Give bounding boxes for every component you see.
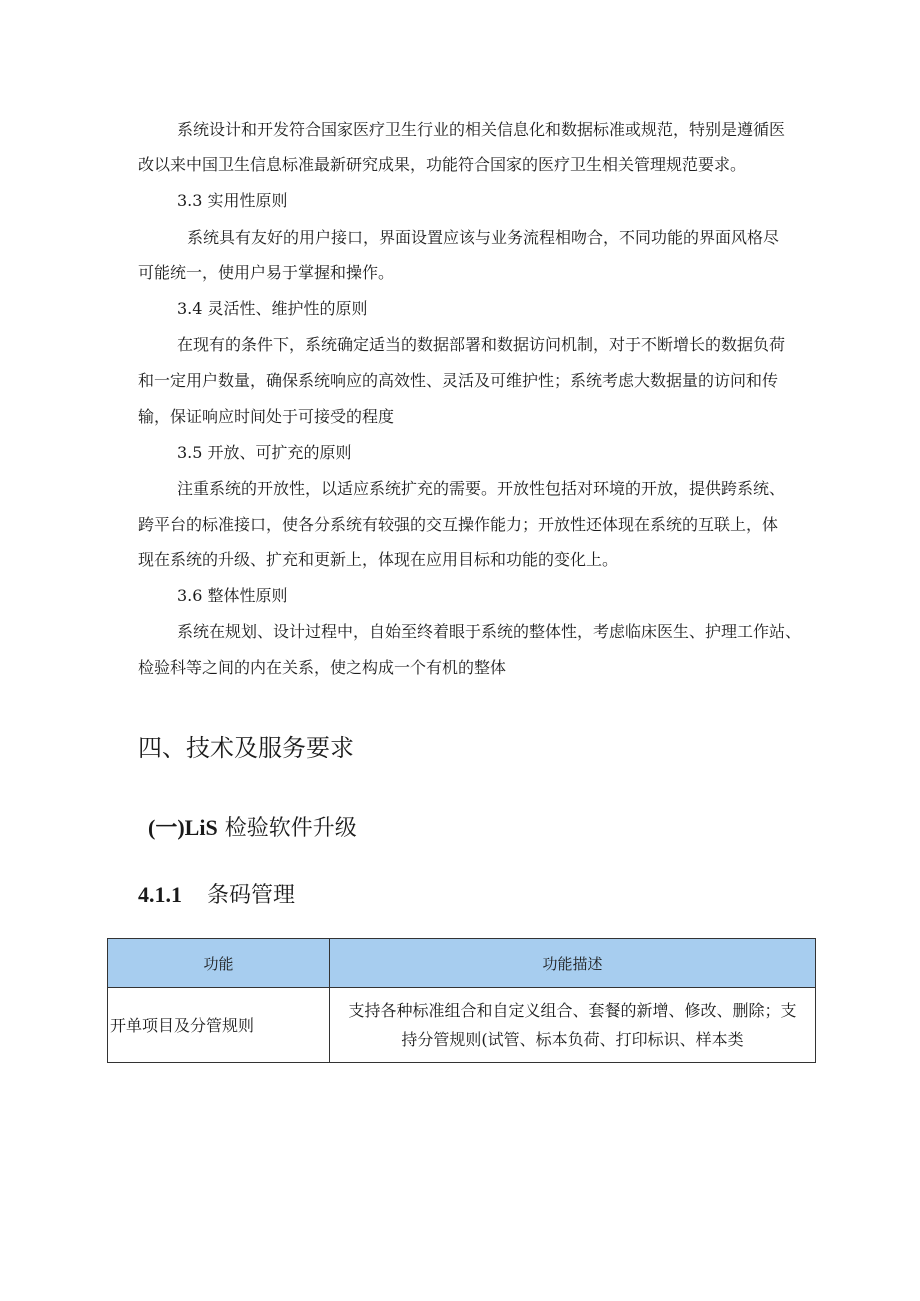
feature-table: [107, 938, 816, 1063]
heading-number: 4.1.1: [138, 882, 182, 907]
description-line: 支持各种标准组合和自定义组合、套餐的新增、修改、删除；支: [348, 1001, 797, 1020]
subsection-prefix: (一)LiS: [148, 815, 218, 840]
clause-heading: 3.3 实用性原则: [177, 191, 288, 210]
paragraph-line: 跨平台的标准接口，使各分系统有较强的交互操作能力；开放性还体现在系统的互联上，体: [138, 515, 779, 534]
paragraph-line: 和一定用户数量，确保系统响应的高效性、灵活及可维护性；系统考虑大数据量的访问和传: [138, 371, 779, 390]
subsection-heading: [148, 814, 357, 843]
paragraph-line: 系统设计和开发符合国家医疗卫生行业的相关信息化和数据标准或规范，特别是遵循医: [177, 120, 786, 139]
clause-heading: 3.5 开放、可扩充的原则: [177, 443, 352, 462]
subsection-title: 检验软件升级: [224, 816, 357, 841]
table-row: [108, 988, 816, 1063]
heading-title: 条码管理: [207, 883, 296, 908]
paragraph-line: 输，保证响应时间处于可接受的程度: [138, 407, 395, 426]
paragraph-line: 现在系统的升级、扩充和更新上，体现在应用目标和功能的变化上。: [138, 550, 619, 569]
paragraph-line: 可能统一，使用户易于掌握和操作。: [138, 263, 395, 282]
section-heading: 四、技术及服务要求: [138, 734, 354, 762]
description-line: 持分管规则(试管、标本负荷、打印标识、样本类: [401, 1030, 744, 1049]
clause-heading: 3.6 整体性原则: [177, 586, 288, 605]
paragraph-line: 注重系统的开放性，以适应系统扩充的需要。开放性包括对环境的开放，提供跨系统、: [177, 479, 786, 498]
paragraph-line: 系统具有友好的用户接口，界面设置应该与业务流程相吻合，不同功能的界面风格尽: [187, 228, 780, 247]
paragraph-line: 在现有的条件下，系统确定适当的数据部署和数据访问机制，对于不断增长的数据负荷: [177, 335, 786, 354]
paragraph-line: 系统在规划、设计过程中，自始至终着眼于系统的整体性，考虑临床医生、护理工作站、: [177, 622, 802, 641]
header-description: 功能描述: [330, 939, 816, 988]
header-function: 功能: [108, 939, 330, 988]
cell-function: 开单项目及分管规则: [108, 988, 330, 1063]
numbered-heading: [138, 880, 295, 911]
clause-heading: 3.4 灵活性、维护性的原则: [177, 299, 368, 318]
paragraph-line: 检验科等之间的内在关系，使之构成一个有机的整体: [138, 658, 507, 677]
cell-description: [330, 988, 816, 1063]
paragraph-line: 改以来中国卫生信息标准最新研究成果，功能符合国家的医疗卫生相关管理规范要求。: [138, 155, 747, 174]
table-header-row: [108, 939, 816, 988]
